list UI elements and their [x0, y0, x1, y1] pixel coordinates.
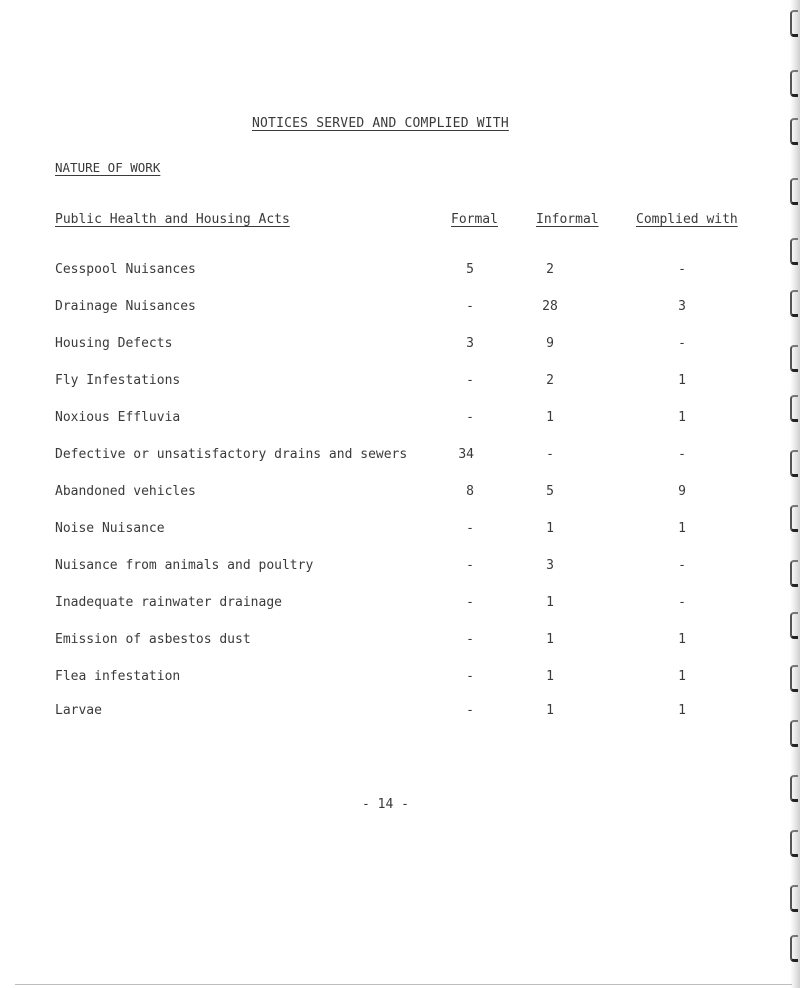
row-formal-count: - [466, 410, 474, 425]
row-complied-count: - [678, 336, 686, 351]
section-subtitle: NATURE OF WORK [55, 160, 161, 175]
binding-mark [790, 830, 798, 857]
row-description: Emission of asbestos dust [55, 632, 251, 647]
row-informal-count: 1 [546, 410, 554, 425]
table-row [0, 373, 800, 393]
row-informal-count: 1 [546, 521, 554, 536]
row-formal-count: - [466, 299, 474, 314]
table-row [0, 299, 800, 319]
row-formal-count: - [466, 703, 474, 718]
table-row [0, 595, 800, 615]
row-informal-count: 9 [546, 336, 554, 351]
row-complied-count: 9 [678, 484, 686, 499]
row-formal-count: 5 [466, 262, 474, 277]
row-formal-count: - [466, 632, 474, 647]
row-complied-count: 1 [678, 410, 686, 425]
binding-mark [790, 775, 798, 802]
row-description: Noise Nuisance [55, 521, 165, 536]
row-formal-count: - [466, 669, 474, 684]
row-informal-count: 1 [546, 669, 554, 684]
row-complied-count: 1 [678, 632, 686, 647]
table-row [0, 703, 800, 723]
column-header-description: Public Health and Housing Acts [55, 212, 290, 227]
row-formal-count: 34 [458, 447, 474, 462]
row-description: Cesspool Nuisances [55, 262, 196, 277]
row-informal-count: 5 [546, 484, 554, 499]
row-description: Defective or unsatisfactory drains and sewers [55, 447, 408, 462]
binding-mark [790, 10, 798, 37]
table-row [0, 521, 800, 541]
row-description: Inadequate rainwater drainage [55, 595, 282, 610]
page-title: NOTICES SERVED AND COMPLIED WITH [252, 116, 509, 131]
row-informal-count: 3 [546, 558, 554, 573]
column-header-formal: Formal [451, 212, 498, 227]
column-header-complied: Complied with [636, 212, 738, 227]
row-complied-count: - [678, 558, 686, 573]
row-description: Larvae [55, 703, 102, 718]
table-row [0, 484, 800, 504]
row-informal-count: - [546, 447, 554, 462]
binding-mark [790, 178, 798, 205]
row-description: Nuisance from animals and poultry [55, 558, 314, 573]
row-complied-count: - [678, 595, 686, 610]
binding-mark [790, 935, 798, 962]
table-row [0, 558, 800, 578]
row-informal-count: 1 [546, 595, 554, 610]
table-row [0, 262, 800, 282]
table-row [0, 410, 800, 430]
row-formal-count: - [466, 521, 474, 536]
binding-mark [790, 118, 798, 145]
row-complied-count: 1 [678, 373, 686, 388]
row-description: Fly Infestations [55, 373, 181, 388]
row-informal-count: 1 [546, 703, 554, 718]
row-complied-count: - [678, 447, 686, 462]
binding-mark [790, 70, 798, 97]
row-description: Abandoned vehicles [55, 484, 196, 499]
row-informal-count: 2 [546, 262, 554, 277]
row-description: Noxious Effluvia [55, 410, 181, 425]
column-header-informal: Informal [536, 212, 599, 227]
row-complied-count: 1 [678, 703, 686, 718]
row-complied-count: 1 [678, 521, 686, 536]
table-row [0, 669, 800, 689]
page-number: - 14 - [362, 797, 409, 812]
row-informal-count: 2 [546, 373, 554, 388]
row-formal-count: - [466, 595, 474, 610]
binding-mark [790, 238, 798, 265]
table-row [0, 632, 800, 652]
row-complied-count: 3 [678, 299, 686, 314]
binding-mark [790, 885, 798, 912]
row-description: Flea infestation [55, 669, 181, 684]
binding-mark [790, 720, 798, 747]
row-description: Housing Defects [55, 336, 173, 351]
row-informal-count: 1 [546, 632, 554, 647]
row-complied-count: - [678, 262, 686, 277]
row-complied-count: 1 [678, 669, 686, 684]
row-informal-count: 28 [542, 299, 558, 314]
row-formal-count: 8 [466, 484, 474, 499]
row-formal-count: - [466, 558, 474, 573]
table-row [0, 447, 800, 467]
page-bottom-edge [15, 984, 792, 985]
row-formal-count: - [466, 373, 474, 388]
row-formal-count: 3 [466, 336, 474, 351]
row-description: Drainage Nuisances [55, 299, 196, 314]
table-row [0, 336, 800, 356]
